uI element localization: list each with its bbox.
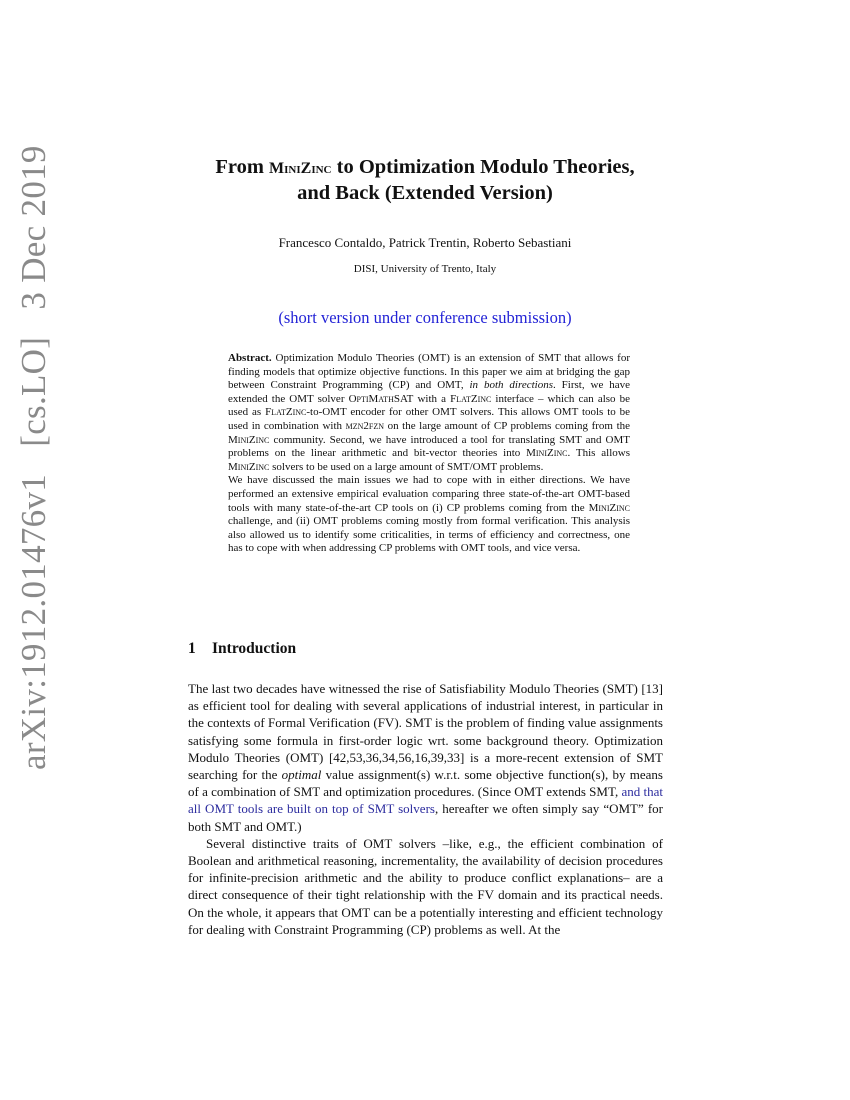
arxiv-id: arXiv:1912.01476v1	[14, 473, 53, 770]
abstract-paragraph-2: We have discussed the main issues we had to cope with in either directions. We have performed an extensive empirical evaluation comparing three state-of-the-art OMT-based tools with many state-of-the-art CP tools on (i) CP problems coming from the MiniZinc challenge, and (ii) OMT problems coming mostly from formal verification. This analysis also allowed us to identify some criticalities, in terms of efficiency and correctness, one has to cope with when addressing CP problems with OMT tools, and vice versa.	[228, 474, 630, 555]
introduction-body	[188, 680, 663, 938]
arxiv-date: 3 Dec 2019	[14, 145, 53, 310]
section-number: 1	[188, 640, 196, 657]
arxiv-category: [cs.LO]	[14, 336, 53, 447]
intro-paragraph-1: The last two decades have witnessed the rise of Satisfiability Modulo Theories (SMT) [13] as efficient tool for dealing with several applications of industrial interest, in particular in the contexts of Formal Verification (FV). SMT is the problem of finding value assignments satisfying some formula in first-order logic wrt. some background theory. Optimization Modulo Theories (OMT) [42,53,36,34,56,16,39,33] is a more-recent extension of SMT searching for the optimal value assignment(s) w.r.t. some objective function(s), by means of a combination of SMT and optimization procedures. (Since OMT extends SMT, and that all OMT tools are built on top of SMT solvers, hereafter we often simply say “OMT” for both SMT and OMT.)	[188, 681, 663, 834]
authors: Francesco Contaldo, Patrick Trentin, Roberto Sebastiani	[278, 235, 572, 250]
abstract-label: Abstract.	[228, 352, 272, 364]
section-title: Introduction	[212, 640, 297, 657]
paper-title	[150, 155, 700, 206]
title-line-2: and Back (Extended Version)	[297, 182, 553, 204]
affiliation: DISI, University of Trento, Italy	[353, 263, 497, 275]
arxiv-sidebar-stamp	[8, 30, 60, 770]
submission-note: (short version under conference submission)	[278, 308, 572, 327]
title-line-1: From MiniZinc to Optimization Modulo Theories,	[215, 156, 635, 178]
highlighted-revision-text: and that all OMT tools are built on top of SMT solvers	[188, 784, 663, 817]
abstract	[228, 352, 630, 556]
section-heading	[188, 640, 296, 658]
abstract-paragraph-1: Abstract. Optimization Modulo Theories (OMT) is an extension of SMT that allows for finding models that optimize objective functions. In this paper we aim at bridging the gap between Constraint Programming (CP) and OMT, in both directions. First, we have extended the OMT solver OptiMathSAT with a FlatZinc interface – which can also be used as FlatZinc-to-OMT encoder for other OMT solvers. This allows OMT tools to be used in combination with mzn2fzn on the large amount of CP problems coming from the MiniZinc community. Second, we have introduced a tool for translating SMT and OMT problems on the linear arithmetic and bit-vector theories into MiniZinc. This allows MiniZinc solvers to be used on a large amount of SMT/OMT problems.	[228, 352, 631, 473]
intro-paragraph-2: Several distinctive traits of OMT solvers –like, e.g., the efficient combination of Boolean and arithmetical reasoning, incrementality, the availability of decision procedures for infinite-precision arithmetic and the ability to produce conflict explanations– are a direct consequence of their tight relationship with the FV domain and its practical needs. On the whole, it appears that OMT can be a potentially interesting and efficient technology for dealing with Constraint Programming (CP) problems as well. At the	[188, 835, 663, 937]
title-minizinc: MiniZinc	[269, 160, 332, 177]
